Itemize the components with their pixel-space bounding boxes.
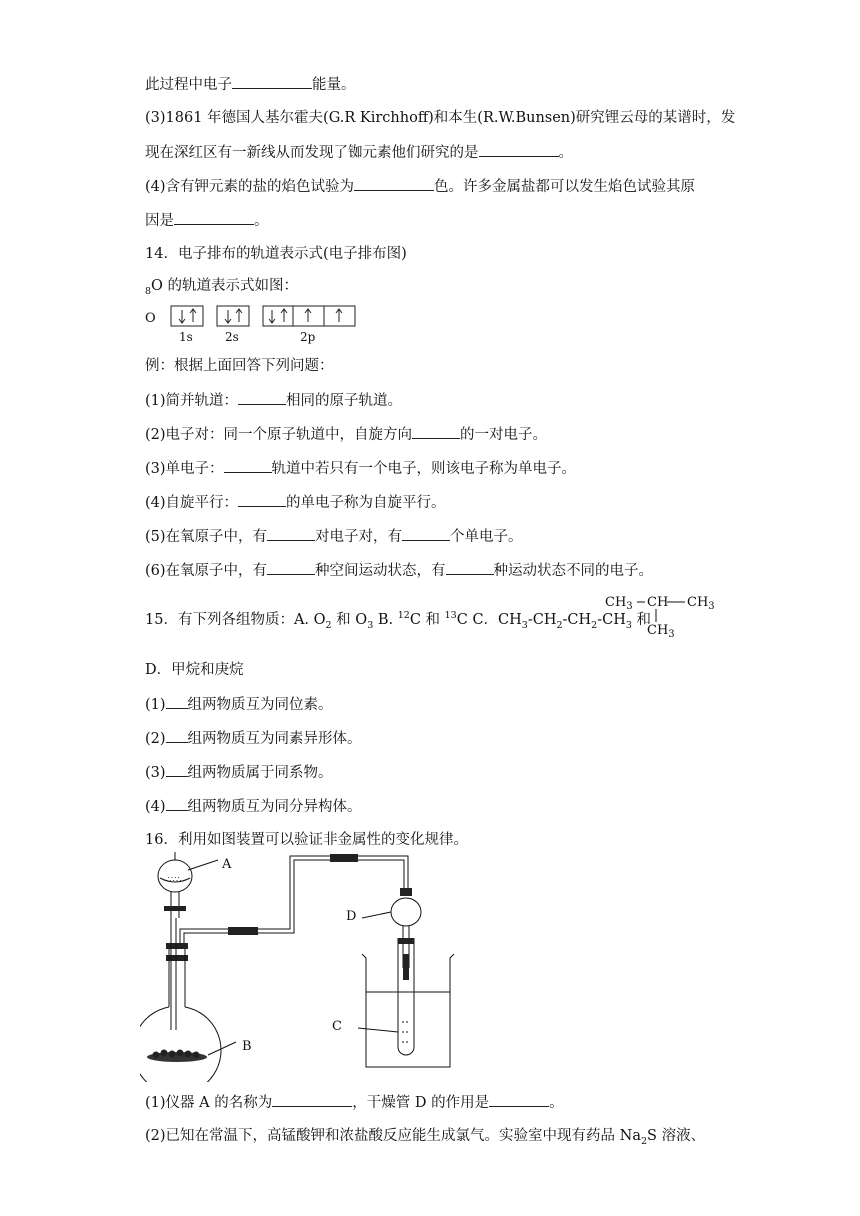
answer-blank[interactable] <box>166 728 188 743</box>
q13-part3-line2: 现在深红区有一新线从而发现了铷元素他们研究的是 。 <box>145 142 573 163</box>
alkane-ch3-bottom: $CH_3$ <box>647 623 675 638</box>
q13-part4-line1: (4)含有钾元素的盐的焰色试验为 色。许多金属盐都可以发生焰色试验其原 <box>145 176 695 197</box>
q15-item-2: (2) 组两物质互为同素异形体。 <box>145 728 362 749</box>
answer-blank[interactable] <box>267 560 315 575</box>
q14-item-6: (6)在氧原子中，有 种空间运动状态，有 种运动状态不同的电子。 <box>145 560 653 581</box>
separatory-funnel-icon <box>158 852 192 918</box>
q13-part4-line2: 因是 。 <box>145 210 269 231</box>
alkane-ch-center: CH <box>647 595 669 610</box>
answer-blank[interactable] <box>232 74 312 89</box>
alkane-ch3-left: $CH_3$ <box>605 595 633 612</box>
q14-example: 例：根据上面回答下列问题： <box>145 358 334 374</box>
svg-text:∴∵∴: ∴∵∴ <box>166 875 182 884</box>
orbital-element-label: O <box>145 311 156 326</box>
q16-part2: (2)已知在常温下，高锰酸钾和浓盐酸反应能生成氯气。实验室中现有药品 $Na_2S$ 溶液、 <box>145 1128 706 1147</box>
label-A: A <box>222 857 232 872</box>
answer-blank[interactable] <box>446 560 494 575</box>
q14-item-2: (2)电子对：同一个原子轨道中，自旋方向 的一对电子。 <box>145 424 547 445</box>
answer-blank[interactable] <box>238 492 286 507</box>
q15-item-4: (4) 组两物质互为同分异构体。 <box>145 796 362 817</box>
answer-blank[interactable] <box>238 390 286 405</box>
orbital-box-2s <box>217 306 249 326</box>
label-B: B <box>242 1039 252 1054</box>
drying-tube-icon <box>391 888 421 980</box>
answer-blank[interactable] <box>354 176 434 191</box>
q15-item-3: (3) 组两物质属于同系物。 <box>145 762 333 783</box>
q14-intro: $_8$O 的轨道表示式如图： <box>145 278 299 297</box>
q13-line-energy: 此过程中电子 能量。 <box>145 74 356 95</box>
q14-item-5: (5)在氧原子中，有 对电子对，有 个单电子。 <box>145 526 523 547</box>
q15-option-d: D．甲烷和庚烷 <box>145 662 244 678</box>
alkane-ch3-right: $CH_3$ <box>687 595 715 612</box>
q13-part3-line1: (3)1861 年德国人基尔霍夫(G.R Kirchhoff)和本生(R.W.Bunsen)研究锂云母的某谱时，发 <box>145 110 736 126</box>
q14-item-1: (1)简并轨道： 相同的原子轨道。 <box>145 390 402 411</box>
label-C: C <box>332 1019 342 1034</box>
answer-blank[interactable] <box>166 796 188 811</box>
orbital-label-1s: 1s <box>179 330 193 344</box>
answer-blank[interactable] <box>166 694 188 709</box>
orbital-label-2s: 2s <box>225 330 239 344</box>
lab-apparatus-diagram <box>140 852 480 1082</box>
orbital-box-1s <box>171 306 203 326</box>
q15-stem: 15．有下列各组物质：A. $O_2$ 和 $O_3$ B. $^{12}$C 和 $^{13}$C C．$CH_3-CH_2-CH_2-CH_3$ 和 <box>145 610 651 631</box>
round-flask-icon <box>140 1007 221 1082</box>
label-D: D <box>346 909 357 924</box>
answer-blank[interactable] <box>272 1092 352 1107</box>
answer-blank[interactable] <box>402 526 450 541</box>
q14-title: 14．电子排布的轨道表示式(电子排布图) <box>145 246 407 262</box>
answer-blank[interactable] <box>412 424 460 439</box>
q16-part1: (1)仪器 A 的名称为 ，干燥管 D 的作用是 。 <box>145 1092 564 1113</box>
isobutane-structure <box>605 592 725 638</box>
q14-item-3: (3)单电子： 轨道中若只有一个电子，则该电子称为单电子。 <box>145 458 576 479</box>
q16-title: 16．利用如图装置可以验证非金属性的变化规律。 <box>145 832 468 848</box>
answer-blank[interactable] <box>489 1092 549 1107</box>
answer-blank[interactable] <box>174 210 254 225</box>
q15-item-1: (1) 组两物质互为同位素。 <box>145 694 333 715</box>
q14-item-4: (4)自旋平行： 的单电子称为自旋平行。 <box>145 492 446 513</box>
answer-blank[interactable] <box>166 762 188 777</box>
orbital-diagram <box>145 303 375 345</box>
answer-blank[interactable] <box>267 526 315 541</box>
answer-blank[interactable] <box>224 458 272 473</box>
orbital-box-2p <box>263 306 355 326</box>
orbital-label-2p: 2p <box>300 330 316 344</box>
answer-blank[interactable] <box>479 142 559 157</box>
